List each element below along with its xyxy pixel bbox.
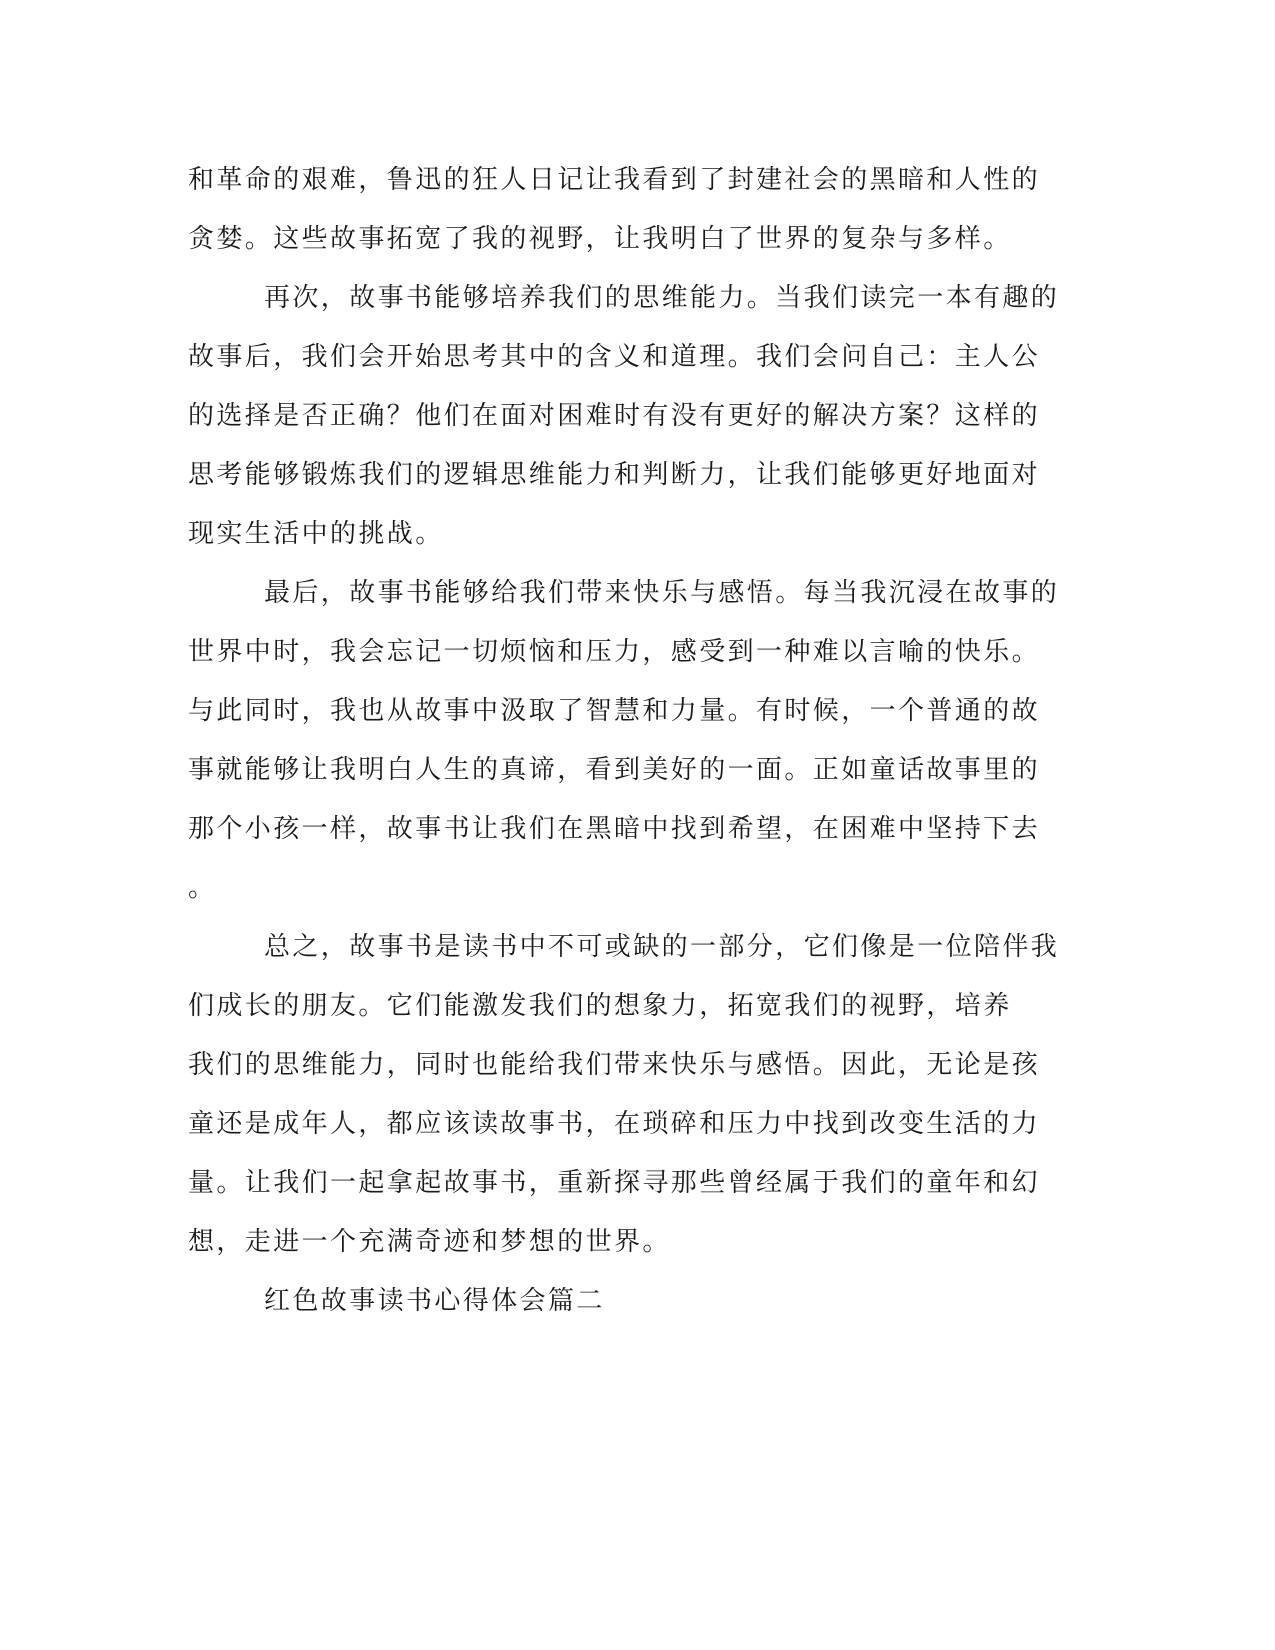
text-line: 。 <box>188 873 217 903</box>
text-line: 事就能够让我明白人生的真谛，看到美好的一面。正如童话故事里的 <box>188 755 1041 785</box>
text-line: 世界中时，我会忘记一切烦恼和压力，感受到一种难以言喻的快乐。 <box>188 637 1041 667</box>
text-line: 想，走进一个充满奇迹和梦想的世界。 <box>188 1227 671 1257</box>
text-line: 现实生活中的挑战。 <box>188 519 444 549</box>
text-line: 童还是成年人，都应该读故事书，在琐碎和压力中找到改变生活的力 <box>188 1109 1041 1139</box>
paragraph-start-line: 总之，故事书是读书中不可或缺的一部分，它们像是一位陪伴我 <box>264 932 1060 962</box>
text-line: 故事后，我们会开始思考其中的含义和道理。我们会问自己：主人公 <box>188 342 1041 372</box>
section-heading: 红色故事读书心得体会篇二 <box>264 1286 605 1316</box>
text-line: 我们的思维能力，同时也能给我们带来快乐与感悟。因此，无论是孩 <box>188 1050 1041 1080</box>
text-line: 思考能够锻炼我们的逻辑思维能力和判断力，让我们能够更好地面对 <box>188 460 1041 490</box>
paragraph-start-line: 再次，故事书能够培养我们的思维能力。当我们读完一本有趣的 <box>264 283 1060 313</box>
text-line: 们成长的朋友。它们能激发我们的想象力，拓宽我们的视野，培养 <box>188 991 1012 1021</box>
text-line: 那个小孩一样，故事书让我们在黑暗中找到希望，在困难中坚持下去 <box>188 814 1041 844</box>
text-line: 的选择是否正确？他们在面对困难时有没有更好的解决方案？这样的 <box>188 401 1041 431</box>
text-line: 量。让我们一起拿起故事书，重新探寻那些曾经属于我们的童年和幻 <box>188 1168 1041 1198</box>
text-line: 与此同时，我也从故事中汲取了智慧和力量。有时候，一个普通的故 <box>188 696 1041 726</box>
text-line: 和革命的艰难，鲁迅的狂人日记让我看到了封建社会的黑暗和人性的 <box>188 165 1041 195</box>
paragraph-start-line: 最后，故事书能够给我们带来快乐与感悟。每当我沉浸在故事的 <box>264 578 1060 608</box>
text-line: 贪婪。这些故事拓宽了我的视野，让我明白了世界的复杂与多样。 <box>188 224 1012 254</box>
